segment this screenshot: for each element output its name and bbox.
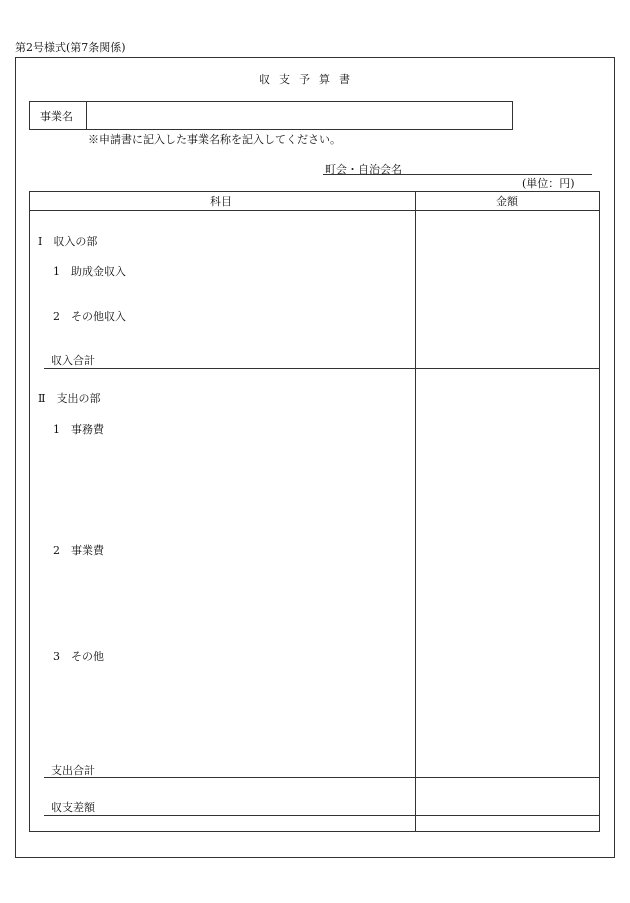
- header-row-line: [29, 210, 600, 211]
- income-section-title: Ⅰ 収入の部: [38, 235, 98, 248]
- expense-item: 3 その他: [53, 650, 104, 663]
- document-title: 収支予算書: [259, 73, 359, 86]
- business-name-note: ※申請書に記入した事業名称を記入してください。: [88, 133, 341, 146]
- organization-label: 町会・自治会名: [325, 163, 402, 176]
- business-name-label: 事業名: [40, 110, 73, 123]
- balance-label: 収支差額: [51, 801, 95, 814]
- unit-label: (単位：円): [522, 177, 575, 190]
- balance-line: [44, 815, 600, 816]
- business-name-divider: [86, 101, 87, 130]
- income-total-label: 収入合計: [51, 354, 95, 367]
- expense-total-line: [44, 777, 600, 778]
- column-header-subject: 科目: [210, 195, 232, 208]
- business-name-field[interactable]: [29, 101, 513, 130]
- form-number: 第2号様式(第7条関係): [15, 41, 126, 54]
- income-item: 1 助成金収入: [53, 265, 126, 278]
- organization-underline[interactable]: [323, 174, 592, 175]
- expense-item: 2 事業費: [53, 544, 104, 557]
- income-total-line: [44, 368, 600, 369]
- income-item: 2 その他収入: [53, 310, 126, 323]
- expense-item: 1 事務費: [53, 423, 104, 436]
- expense-section-title: Ⅱ 支出の部: [38, 392, 101, 405]
- column-header-amount: 金額: [496, 195, 518, 208]
- expense-total-label: 支出合計: [51, 764, 95, 777]
- budget-table: [29, 191, 600, 832]
- column-divider: [415, 191, 416, 832]
